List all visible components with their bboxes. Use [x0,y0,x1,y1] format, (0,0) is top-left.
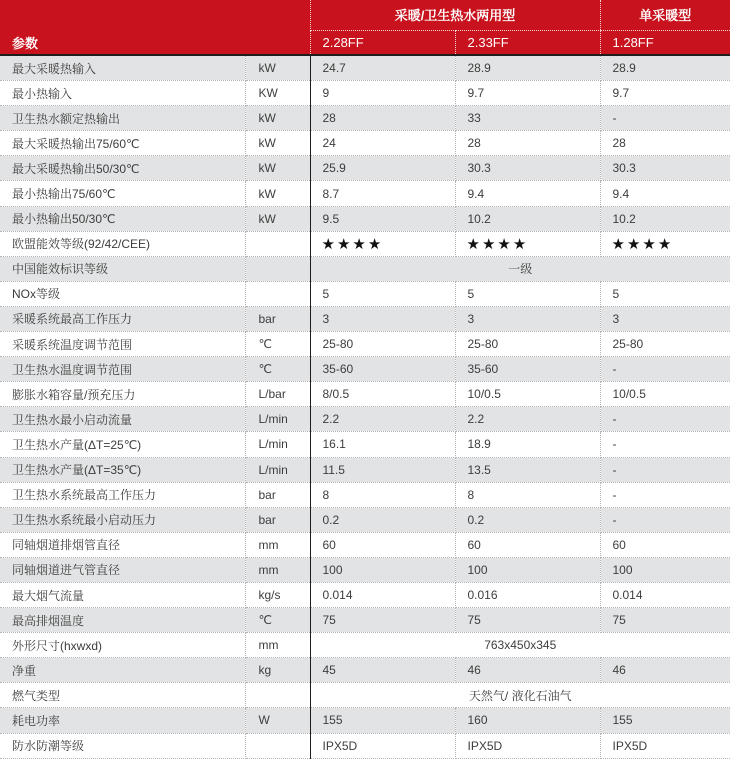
param-cell: 耗电功率 [0,708,245,733]
value-cell: 5 [600,281,730,306]
header-model-2-33ff: 2.33FF [455,30,600,55]
value-cell: 5 [310,281,455,306]
header-group-row [0,0,730,30]
value-cell: 30.3 [600,156,730,181]
unit-cell: ℃ [245,357,310,382]
unit-cell: ℃ [245,332,310,357]
unit-cell: mm [245,557,310,582]
param-cell: 卫生热水系统最高工作压力 [0,482,245,507]
unit-cell: KW [245,81,310,106]
unit-cell: bar [245,507,310,532]
value-cell: - [600,432,730,457]
value-cell: 100 [600,557,730,582]
table-row [0,131,730,156]
table-row [0,407,730,432]
param-cell: 采暖系统温度调节范围 [0,332,245,357]
unit-cell: kW [245,206,310,231]
value-cell: 100 [310,557,455,582]
unit-cell: kW [245,156,310,181]
unit-cell: bar [245,306,310,331]
value-cell: 155 [600,708,730,733]
param-cell: 卫生热水产量(ΔT=25℃) [0,432,245,457]
value-cell: 60 [310,532,455,557]
value-cell: - [600,106,730,131]
unit-cell: mm [245,532,310,557]
table-row [0,683,730,708]
unit-cell: kW [245,106,310,131]
value-cell: 46 [600,658,730,683]
table-row [0,256,730,281]
table-row [0,658,730,683]
table-row [0,432,730,457]
value-cell: 0.014 [600,582,730,607]
param-cell: 最大采暖热输出75/60℃ [0,131,245,156]
value-cell: 24 [310,131,455,156]
unit-cell [245,231,310,256]
param-cell: 最大烟气流量 [0,582,245,607]
param-cell: 最大采暖热输入 [0,55,245,81]
value-cell: 33 [455,106,600,131]
value-cell: 45 [310,658,455,683]
value-cell: 28 [455,131,600,156]
value-cell: ★★★★ [455,231,600,256]
value-cell: 60 [600,532,730,557]
value-cell: 13.5 [455,457,600,482]
value-cell: 46 [455,658,600,683]
spec-table-body [0,55,730,758]
param-cell: 卫生热水系统最小启动压力 [0,507,245,532]
table-row [0,231,730,256]
value-cell: - [600,407,730,432]
unit-cell: kg [245,658,310,683]
value-cell: 8/0.5 [310,382,455,407]
value-cell: 25-80 [455,332,600,357]
value-cell: 0.016 [455,582,600,607]
param-cell: 膨胀水箱容量/预充压力 [0,382,245,407]
param-cell: 燃气类型 [0,683,245,708]
header-group-dual-type: 采暖/卫生热水两用型 [310,0,600,30]
table-row [0,106,730,131]
value-cell: 3 [600,306,730,331]
header-model-1-28ff: 1.28FF [600,30,730,55]
unit-cell: mm [245,633,310,658]
unit-cell: kW [245,181,310,206]
unit-cell [245,683,310,708]
param-cell: 最小热输出75/60℃ [0,181,245,206]
value-cell: 2.2 [310,407,455,432]
table-row [0,281,730,306]
value-cell: 9.7 [455,81,600,106]
unit-cell: kW [245,55,310,81]
value-cell: 3 [310,306,455,331]
value-cell: 35-60 [310,357,455,382]
value-cell: 100 [455,557,600,582]
value-cell: 160 [455,708,600,733]
value-cell: 24.7 [310,55,455,81]
table-row [0,457,730,482]
table-row [0,81,730,106]
value-cell: 10/0.5 [600,382,730,407]
table-row [0,633,730,658]
param-cell: 净重 [0,658,245,683]
unit-cell: bar [245,482,310,507]
table-row [0,181,730,206]
table-row [0,708,730,733]
value-cell: 9.4 [600,181,730,206]
param-cell: NOx等级 [0,281,245,306]
unit-cell [245,256,310,281]
table-row [0,357,730,382]
table-row [0,382,730,407]
value-cell: 10.2 [455,206,600,231]
value-cell: 75 [310,608,455,633]
param-cell: 防水防潮等级 [0,733,245,758]
unit-cell: L/min [245,432,310,457]
value-cell: 28 [310,106,455,131]
value-cell: 30.3 [455,156,600,181]
unit-cell: kW [245,131,310,156]
table-row [0,482,730,507]
value-cell: 9.7 [600,81,730,106]
merged-value-cell: 763x450x345 [310,633,730,658]
table-row [0,306,730,331]
value-cell: ★★★★ [310,231,455,256]
value-cell: 75 [455,608,600,633]
value-cell: 8 [310,482,455,507]
param-cell: 同轴烟道进气管直径 [0,557,245,582]
value-cell: 25.9 [310,156,455,181]
table-row [0,608,730,633]
value-cell: 9.4 [455,181,600,206]
param-cell: 同轴烟道排烟管直径 [0,532,245,557]
unit-cell: W [245,708,310,733]
param-cell: 最大采暖热输出50/30℃ [0,156,245,181]
table-row [0,557,730,582]
param-cell: 欧盟能效等级(92/42/CEE) [0,231,245,256]
merged-value-cell: 天然气/ 液化石油气 [310,683,730,708]
unit-cell [245,733,310,758]
value-cell: 5 [455,281,600,306]
spec-table-header [0,0,730,55]
table-row [0,582,730,607]
value-cell: 155 [310,708,455,733]
table-row [0,507,730,532]
unit-cell: L/min [245,457,310,482]
value-cell: 2.2 [455,407,600,432]
merged-value-cell: 一级 [310,256,730,281]
value-cell: - [600,357,730,382]
param-cell: 采暖系统最高工作压力 [0,306,245,331]
table-row [0,332,730,357]
value-cell: 28.9 [455,55,600,81]
param-cell: 最小热输出50/30℃ [0,206,245,231]
value-cell: - [600,507,730,532]
value-cell: 28.9 [600,55,730,81]
value-cell: 9 [310,81,455,106]
value-cell: - [600,482,730,507]
param-cell: 卫生热水最小启动流量 [0,407,245,432]
value-cell: 8 [455,482,600,507]
value-cell: 9.5 [310,206,455,231]
value-cell: 0.014 [310,582,455,607]
value-cell: IPX5D [455,733,600,758]
value-cell: ★★★★ [600,231,730,256]
value-cell: 10/0.5 [455,382,600,407]
table-row [0,206,730,231]
unit-cell: kg/s [245,582,310,607]
header-blank-cell [0,0,310,30]
param-cell: 中国能效标识等级 [0,256,245,281]
header-param-label: 参数 [0,30,310,55]
value-cell: 35-60 [455,357,600,382]
value-cell: 11.5 [310,457,455,482]
unit-cell: L/min [245,407,310,432]
value-cell: 16.1 [310,432,455,457]
value-cell: 25-80 [310,332,455,357]
value-cell: 25-80 [600,332,730,357]
value-cell: - [600,457,730,482]
value-cell: 0.2 [310,507,455,532]
value-cell: 8.7 [310,181,455,206]
header-model-row [0,30,730,55]
header-group-heating-only-type: 单采暖型 [600,0,730,30]
table-row [0,55,730,81]
table-row [0,156,730,181]
unit-cell [245,281,310,306]
value-cell: 0.2 [455,507,600,532]
value-cell: IPX5D [600,733,730,758]
header-model-2-28ff: 2.28FF [310,30,455,55]
param-cell: 最小热输入 [0,81,245,106]
value-cell: 10.2 [600,206,730,231]
table-row [0,733,730,758]
value-cell: 28 [600,131,730,156]
param-cell: 卫生热水额定热输出 [0,106,245,131]
param-cell: 最高排烟温度 [0,608,245,633]
value-cell: 60 [455,532,600,557]
value-cell: 3 [455,306,600,331]
value-cell: IPX5D [310,733,455,758]
value-cell: 75 [600,608,730,633]
param-cell: 卫生热水温度调节范围 [0,357,245,382]
unit-cell: ℃ [245,608,310,633]
param-cell: 卫生热水产量(ΔT=35℃) [0,457,245,482]
param-cell: 外形尺寸(hxwxd) [0,633,245,658]
value-cell: 18.9 [455,432,600,457]
unit-cell: L/bar [245,382,310,407]
table-row [0,532,730,557]
